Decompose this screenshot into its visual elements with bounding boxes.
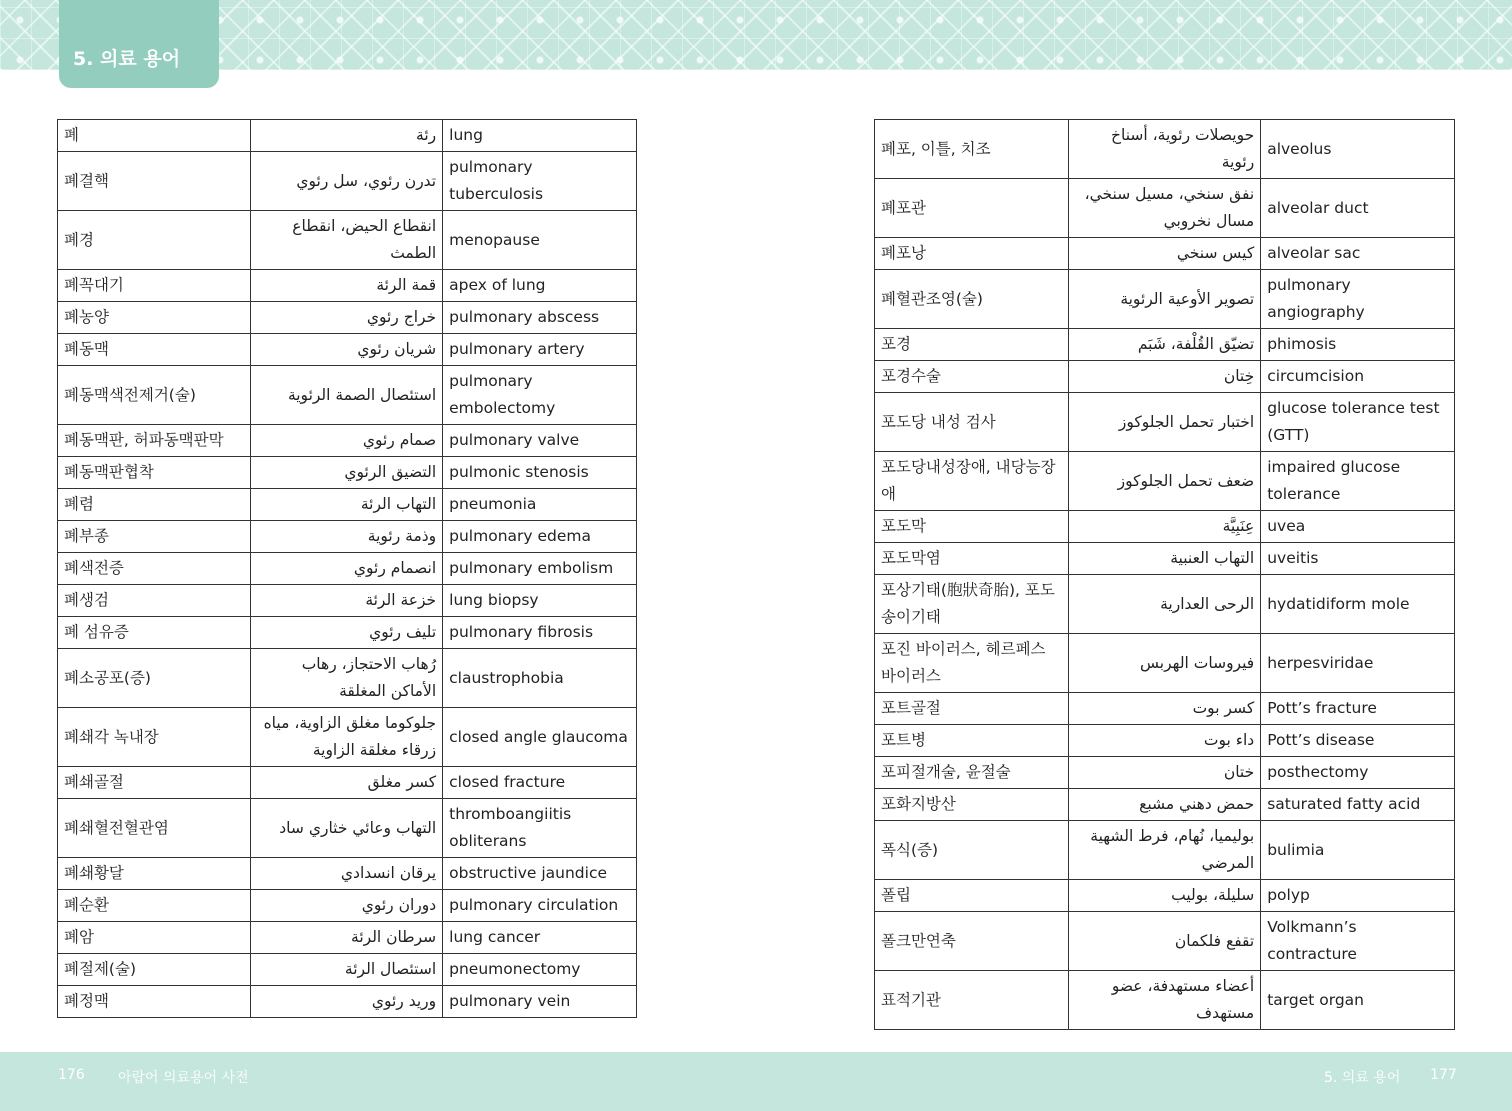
english-term-cell: uvea xyxy=(1261,511,1455,543)
arabic-term-cell: تليف رئوي xyxy=(250,617,443,649)
english-term-cell: circumcision xyxy=(1261,361,1455,393)
left-term-table xyxy=(57,119,637,1018)
english-term-cell: obstructive jaundice xyxy=(443,858,637,890)
korean-term-cell: 폐소공포(증) xyxy=(58,649,251,708)
korean-term-cell: 폐동맥판협착 xyxy=(58,457,251,489)
page-footer xyxy=(0,1052,1512,1111)
english-term-cell: pulmonic stenosis xyxy=(443,457,637,489)
arabic-term-cell: شريان رئوي xyxy=(250,334,443,366)
arabic-term-cell: نفق سنخي، مسيل سنخي، مسال نخروبي xyxy=(1068,179,1261,238)
table-row xyxy=(58,152,637,211)
table-row xyxy=(58,986,637,1018)
english-term-cell: Pott’s disease xyxy=(1261,725,1455,757)
english-term-cell: pulmonary tuberculosis xyxy=(443,152,637,211)
english-term-cell: lung xyxy=(443,120,637,152)
english-term-cell: pulmonary circulation xyxy=(443,890,637,922)
table-row xyxy=(875,757,1455,789)
header-pattern-band xyxy=(0,0,1512,70)
arabic-term-cell: أعضاء مستهدفة، عضو مستهدف xyxy=(1068,971,1261,1030)
arabic-term-cell: التضيق الرئوي xyxy=(250,457,443,489)
table-row xyxy=(58,425,637,457)
korean-term-cell: 폐생검 xyxy=(58,585,251,617)
arabic-term-cell: انقطاع الحيض، انقطاع الطمث xyxy=(250,211,443,270)
korean-term-cell: 폐경 xyxy=(58,211,251,270)
korean-term-cell: 포도막염 xyxy=(875,543,1069,575)
korean-term-cell: 폐 섬유증 xyxy=(58,617,251,649)
korean-term-cell: 폐렴 xyxy=(58,489,251,521)
korean-term-cell: 폐절제(술) xyxy=(58,954,251,986)
table-row xyxy=(875,270,1455,329)
table-row xyxy=(58,858,637,890)
korean-term-cell: 폐암 xyxy=(58,922,251,954)
arabic-term-cell: قمة الرئة xyxy=(250,270,443,302)
left-page-number: 176 xyxy=(58,1067,85,1083)
arabic-term-cell: سليلة، بوليب xyxy=(1068,880,1261,912)
arabic-term-cell: كيس سنخي xyxy=(1068,238,1261,270)
english-term-cell: phimosis xyxy=(1261,329,1455,361)
korean-term-cell: 폐부종 xyxy=(58,521,251,553)
arabic-term-cell: حويصلات رئوية، أسناخ رئوية xyxy=(1068,120,1261,179)
korean-term-cell: 포경수술 xyxy=(875,361,1069,393)
chapter-title: 5. 의료 용어 xyxy=(73,48,181,70)
arabic-term-cell: كسر بوت xyxy=(1068,693,1261,725)
korean-term-cell: 폴립 xyxy=(875,880,1069,912)
korean-term-cell: 폐포낭 xyxy=(875,238,1069,270)
arabic-term-cell: بوليميا، نُهام، فرط الشهية المرضي xyxy=(1068,821,1261,880)
english-term-cell: posthectomy xyxy=(1261,757,1455,789)
korean-term-cell: 포도막 xyxy=(875,511,1069,543)
korean-term-cell: 폐동맥판, 허파동맥판막 xyxy=(58,425,251,457)
korean-term-cell: 포트병 xyxy=(875,725,1069,757)
table-row xyxy=(58,302,637,334)
arabic-term-cell: وذمة رئوية xyxy=(250,521,443,553)
korean-term-cell: 폐쇄황달 xyxy=(58,858,251,890)
arabic-term-cell: استئصال الصمة الرئوية xyxy=(250,366,443,425)
english-term-cell: pulmonary embolism xyxy=(443,553,637,585)
arabic-term-cell: وريد رئوي xyxy=(250,986,443,1018)
table-row xyxy=(875,912,1455,971)
table-row xyxy=(58,211,637,270)
korean-term-cell: 폐쇄골절 xyxy=(58,767,251,799)
chapter-tab xyxy=(59,0,219,88)
arabic-term-cell: خِتان xyxy=(1068,361,1261,393)
english-term-cell: alveolus xyxy=(1261,120,1455,179)
english-term-cell: Pott’s fracture xyxy=(1261,693,1455,725)
korean-term-cell: 포경 xyxy=(875,329,1069,361)
english-term-cell: glucose tolerance test (GTT) xyxy=(1261,393,1455,452)
table-row xyxy=(875,543,1455,575)
korean-term-cell: 폐쇄혈전혈관염 xyxy=(58,799,251,858)
arabic-term-cell: تضيّق القُلْفة، شَبَم xyxy=(1068,329,1261,361)
footer-chapter-label: 5. 의료 용어 xyxy=(1324,1070,1401,1086)
arabic-term-cell: خزعة الرئة xyxy=(250,585,443,617)
english-term-cell: pulmonary vein xyxy=(443,986,637,1018)
english-term-cell: closed angle glaucoma xyxy=(443,708,637,767)
english-term-cell: target organ xyxy=(1261,971,1455,1030)
arabic-term-cell: عِنَبِيَّة xyxy=(1068,511,1261,543)
table-row xyxy=(875,238,1455,270)
arabic-term-cell: صمام رئوي xyxy=(250,425,443,457)
table-row xyxy=(875,789,1455,821)
arabic-term-cell: داء بوت xyxy=(1068,725,1261,757)
arabic-term-cell: تصوير الأوعية الرئوية xyxy=(1068,270,1261,329)
arabic-term-cell: التهاب العنبية xyxy=(1068,543,1261,575)
english-term-cell: pulmonary edema xyxy=(443,521,637,553)
table-row xyxy=(58,366,637,425)
arabic-term-cell: فيروسات الهربس xyxy=(1068,634,1261,693)
english-term-cell: saturated fatty acid xyxy=(1261,789,1455,821)
arabic-term-cell: التهاب الرئة xyxy=(250,489,443,521)
english-term-cell: menopause xyxy=(443,211,637,270)
english-term-cell: pulmonary embolectomy xyxy=(443,366,637,425)
korean-term-cell: 폐순환 xyxy=(58,890,251,922)
korean-term-cell: 폐동맥색전제거(술) xyxy=(58,366,251,425)
korean-term-cell: 폐동맥 xyxy=(58,334,251,366)
english-term-cell: thromboangiitis obliterans xyxy=(443,799,637,858)
korean-term-cell: 폐 xyxy=(58,120,251,152)
table-row xyxy=(58,954,637,986)
arabic-term-cell: جلوكوما مغلق الزاوية، مياه زرقاء مغلقة الزاوية xyxy=(250,708,443,767)
english-term-cell: bulimia xyxy=(1261,821,1455,880)
english-term-cell: claustrophobia xyxy=(443,649,637,708)
korean-term-cell: 포도당 내성 검사 xyxy=(875,393,1069,452)
table-row xyxy=(875,821,1455,880)
korean-term-cell: 포화지방산 xyxy=(875,789,1069,821)
arabic-term-cell: الرحى العدارية xyxy=(1068,575,1261,634)
arabic-term-cell: تدرن رئوي، سل رئوي xyxy=(250,152,443,211)
korean-term-cell: 포도당내성장애, 내당능장애 xyxy=(875,452,1069,511)
table-row xyxy=(875,575,1455,634)
arabic-term-cell: ختان xyxy=(1068,757,1261,789)
table-row xyxy=(875,393,1455,452)
korean-term-cell: 폐혈관조영(술) xyxy=(875,270,1069,329)
korean-term-cell: 포진 바이러스, 헤르페스 바이러스 xyxy=(875,634,1069,693)
table-row xyxy=(875,634,1455,693)
right-term-table xyxy=(874,119,1455,1030)
table-row xyxy=(58,489,637,521)
korean-term-cell: 폐결핵 xyxy=(58,152,251,211)
table-row xyxy=(58,799,637,858)
table-row xyxy=(58,890,637,922)
arabic-term-cell: استئصال الرئة xyxy=(250,954,443,986)
korean-term-cell: 폐정맥 xyxy=(58,986,251,1018)
korean-term-cell: 표적기관 xyxy=(875,971,1069,1030)
english-term-cell: Volkmann’s contracture xyxy=(1261,912,1455,971)
table-row xyxy=(875,452,1455,511)
arabic-term-cell: حمض دهني مشبع xyxy=(1068,789,1261,821)
english-term-cell: pulmonary artery xyxy=(443,334,637,366)
table-row xyxy=(58,767,637,799)
table-row xyxy=(875,971,1455,1030)
english-term-cell: closed fracture xyxy=(443,767,637,799)
arabic-term-cell: ضعف تحمل الجلوكوز xyxy=(1068,452,1261,511)
arabic-term-cell: دوران رئوي xyxy=(250,890,443,922)
table-row xyxy=(58,922,637,954)
english-term-cell: pulmonary abscess xyxy=(443,302,637,334)
table-row xyxy=(875,511,1455,543)
english-term-cell: uveitis xyxy=(1261,543,1455,575)
korean-term-cell: 폐농양 xyxy=(58,302,251,334)
table-row xyxy=(875,880,1455,912)
arabic-term-cell: يرقان انسدادي xyxy=(250,858,443,890)
english-term-cell: pulmonary angiography xyxy=(1261,270,1455,329)
arabic-term-cell: التهاب وعائي خثاري ساد xyxy=(250,799,443,858)
english-term-cell: pulmonary fibrosis xyxy=(443,617,637,649)
arabic-term-cell: كسر مغلق xyxy=(250,767,443,799)
table-row xyxy=(58,617,637,649)
table-row xyxy=(58,270,637,302)
english-term-cell: lung cancer xyxy=(443,922,637,954)
right-page-number: 177 xyxy=(1430,1067,1457,1083)
korean-term-cell: 폐꼭대기 xyxy=(58,270,251,302)
table-row xyxy=(58,521,637,553)
english-term-cell: impaired glucose tolerance xyxy=(1261,452,1455,511)
korean-term-cell: 폭식(증) xyxy=(875,821,1069,880)
table-row xyxy=(875,725,1455,757)
english-term-cell: alveolar sac xyxy=(1261,238,1455,270)
table-row xyxy=(58,708,637,767)
arabic-term-cell: اختبار تحمل الجلوكوز xyxy=(1068,393,1261,452)
arabic-term-cell: تقفع فلكمان xyxy=(1068,912,1261,971)
table-row xyxy=(875,179,1455,238)
korean-term-cell: 폐포, 이틀, 치조 xyxy=(875,120,1069,179)
korean-term-cell: 포피절개술, 윤절술 xyxy=(875,757,1069,789)
table-row xyxy=(58,120,637,152)
english-term-cell: alveolar duct xyxy=(1261,179,1455,238)
english-term-cell: hydatidiform mole xyxy=(1261,575,1455,634)
english-term-cell: herpesviridae xyxy=(1261,634,1455,693)
table-row xyxy=(58,553,637,585)
korean-term-cell: 포트골절 xyxy=(875,693,1069,725)
korean-term-cell: 폐포관 xyxy=(875,179,1069,238)
arabic-term-cell: رُهاب الاحتجاز، رهاب الأماكن المغلقة xyxy=(250,649,443,708)
english-term-cell: pulmonary valve xyxy=(443,425,637,457)
korean-term-cell: 폴크만연축 xyxy=(875,912,1069,971)
table-row xyxy=(875,120,1455,179)
arabic-term-cell: خراج رئوي xyxy=(250,302,443,334)
english-term-cell: pneumonia xyxy=(443,489,637,521)
table-row xyxy=(875,361,1455,393)
english-term-cell: polyp xyxy=(1261,880,1455,912)
english-term-cell: pneumonectomy xyxy=(443,954,637,986)
table-row xyxy=(58,585,637,617)
table-row xyxy=(58,334,637,366)
english-term-cell: lung biopsy xyxy=(443,585,637,617)
table-row xyxy=(58,649,637,708)
table-row xyxy=(875,693,1455,725)
book-title: 아랍어 의료용어 사전 xyxy=(118,1070,249,1086)
arabic-term-cell: انصمام رئوي xyxy=(250,553,443,585)
table-row xyxy=(875,329,1455,361)
english-term-cell: apex of lung xyxy=(443,270,637,302)
korean-term-cell: 폐쇄각 녹내장 xyxy=(58,708,251,767)
korean-term-cell: 폐색전증 xyxy=(58,553,251,585)
korean-term-cell: 포상기태(胞狀奇胎), 포도송이기태 xyxy=(875,575,1069,634)
table-row xyxy=(58,457,637,489)
arabic-term-cell: رئة xyxy=(250,120,443,152)
arabic-term-cell: سرطان الرئة xyxy=(250,922,443,954)
